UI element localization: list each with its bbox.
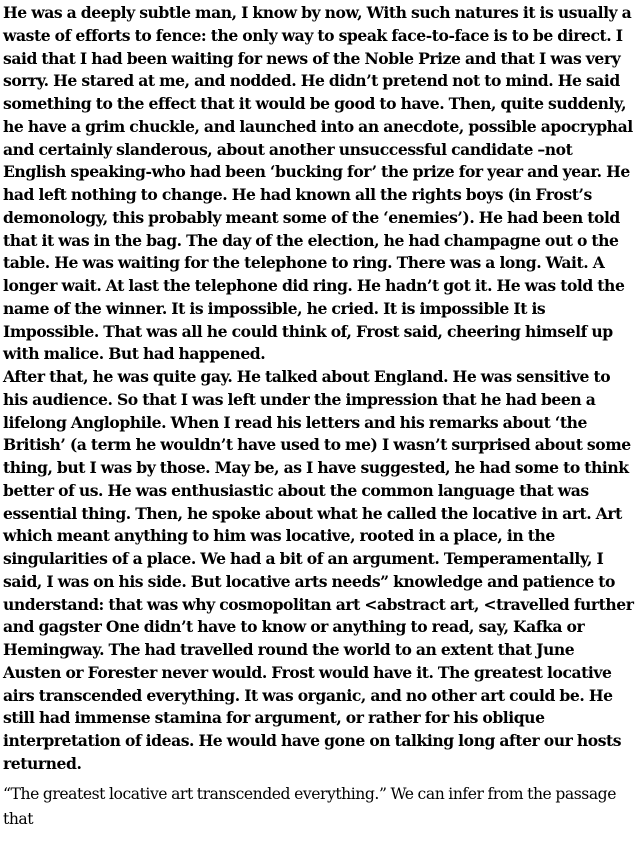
reading-passage <box>3 2 636 776</box>
document <box>3 2 636 832</box>
passage-paragraph-2: After that, he was quite gay. He talked about England. He was sensitive to his audience. So that I was left under the impression that he had been a lifelong Anglophile. When I read his letters and his remarks about ‘the British’ (a term he wouldn’t have used to me) I wasn’t surprised about some thing, but I was by those. May be, as I have suggested, he had some to think better of us. He was enthusiastic about the common language that was essential thing. Then, he spoke about what he called the locative in art. Art which meant anything to him was locative, rooted in a place, in the singularities of a place. We had a bit of an argument. Temperamentally, I said, I was on his side. But locative arts needs” knowledge and patience to understand: that was why cosmopolitan art <abstract art, <travelled further and gagster One didn’t have to know or anything to read, say, Kafka or Hemingway. The had travelled round the world to an extent that June Austen or Forester never would. Frost would have it. The greatest locative airs transcended everything. It was organic, and no other art could be. He still had immense stamina for argument, or rather for his oblique interpretation of ideas. He would have gone on talking long after our hosts returned. <box>3 367 634 773</box>
passage-paragraph-1: He was a deeply subtle man, I know by now, With such natures it is usually a waste of efforts to fence: the only way to speak face-to-face is to be direct. I said that I had been waiting for news of the Noble Prize and that I was very sorry. He stared at me, and nodded. He didn’t pretend not to mind. He said something to the effect that it would be good to have. Then, quite suddenly, he have a grim chuckle, and launched into an anecdote, possible apocryphal and certainly slanderous, about another unsuccessful candidate –not English speaking-who had been ‘bucking for’ the prize for year and year. He had left nothing to change. He had known all the rights boys (in Frost’s demonology, this probably meant some of the ‘enemies’). He had been told that it was in the bag. The day of the election, he had champagne out o the table. He was waiting for the telephone to ring. There was a long. Wait. A longer wait. At last the telephone did ring. He hadn’t got it. He was told the name of the winner. It is impossible, he cried. It is impossible It is Impossible. That was all he could think of, Frost said, cheering himself up with malice. But had happened. <box>3 3 633 364</box>
question-stem: “The greatest locative art transcended everything.” We can infer from the passage that <box>3 784 616 828</box>
